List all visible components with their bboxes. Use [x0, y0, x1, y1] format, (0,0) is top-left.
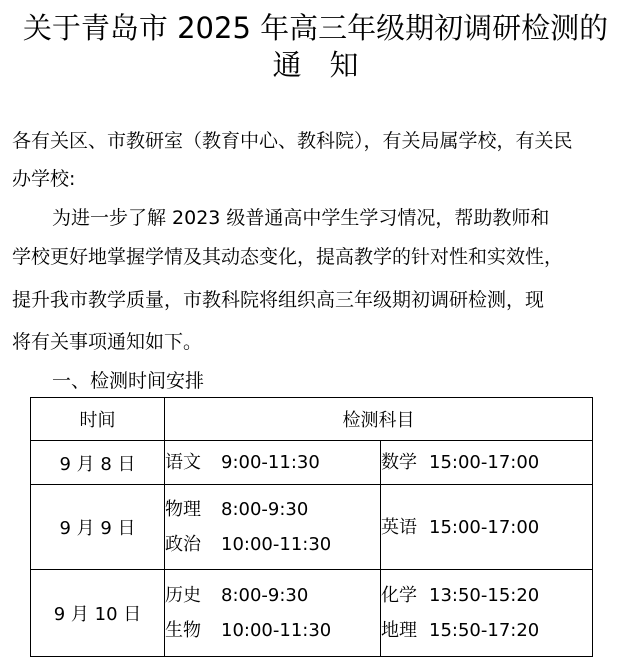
exam-date: 9 月 10 日 — [31, 570, 165, 657]
subject-name: 数学 — [381, 452, 417, 473]
exam-time: 8:00-9:30 — [221, 499, 309, 520]
document-title-line-1: 关于青岛市 2025 年高三年级期初调研检测的 — [22, 11, 609, 45]
salutation-line-1: 各有关区、市教研室（教育中心、教科院），有关局属学校，有关民 — [12, 130, 573, 152]
subject-name: 生物 — [165, 620, 201, 641]
subject-name: 物理 — [165, 499, 201, 520]
subject-name: 地理 — [381, 620, 417, 641]
exam-time: 9:00-11:30 — [221, 452, 320, 473]
exam-slot-right — [381, 441, 593, 485]
subject-name: 语文 — [165, 452, 201, 473]
body-paragraph-line-4: 将有关事项通知如下。 — [12, 331, 203, 353]
exam-date: 9 月 8 日 — [31, 441, 165, 485]
body-paragraph-line-3: 提升我市教学质量，市教科院将组织高三年级期初调研检测，现 — [12, 289, 545, 311]
table-row — [31, 441, 593, 485]
exam-entry — [165, 578, 380, 613]
exam-slot-right — [381, 485, 593, 570]
section-heading-schedule: 一、检测时间安排 — [52, 370, 205, 392]
exam-time: 15:00-17:00 — [429, 452, 540, 473]
subject-name: 政治 — [165, 534, 201, 555]
exam-time: 10:00-11:30 — [221, 620, 332, 641]
exam-slot-left — [165, 441, 381, 485]
exam-time: 15:50-17:20 — [429, 620, 540, 641]
header-subjects: 检测科目 — [165, 398, 593, 441]
exam-slot-left — [165, 485, 381, 570]
body-paragraph-line-1: 为进一步了解 2023 级普通高中学生学习情况，帮助教师和 — [52, 207, 550, 229]
table-row — [31, 570, 593, 657]
exam-entry — [165, 492, 380, 527]
exam-slot-right — [381, 570, 593, 657]
exam-entry — [381, 445, 592, 480]
exam-entry — [165, 527, 380, 562]
exam-entry — [381, 613, 592, 648]
document-title-line-2: 通知 — [272, 48, 387, 82]
exam-time: 15:00-17:00 — [429, 516, 540, 538]
subject-name: 化学 — [381, 585, 417, 606]
exam-entry — [165, 445, 380, 480]
exam-entry — [381, 578, 592, 613]
exam-time: 13:50-15:20 — [429, 585, 540, 606]
table-row — [31, 485, 593, 570]
header-time: 时间 — [31, 398, 165, 441]
exam-schedule-table — [30, 397, 593, 657]
salutation-line-2: 办学校: — [12, 168, 76, 190]
subject-name: 英语 — [381, 516, 417, 538]
exam-entry — [381, 510, 592, 545]
exam-date: 9 月 9 日 — [31, 485, 165, 570]
exam-time: 8:00-9:30 — [221, 585, 309, 606]
exam-entry — [165, 613, 380, 648]
subject-name: 历史 — [165, 585, 201, 606]
exam-time: 10:00-11:30 — [221, 534, 332, 555]
table-header-row — [31, 398, 593, 441]
exam-slot-left — [165, 570, 381, 657]
body-paragraph-line-2: 学校更好地掌握学情及其动态变化，提高教学的针对性和实效性， — [12, 246, 564, 268]
